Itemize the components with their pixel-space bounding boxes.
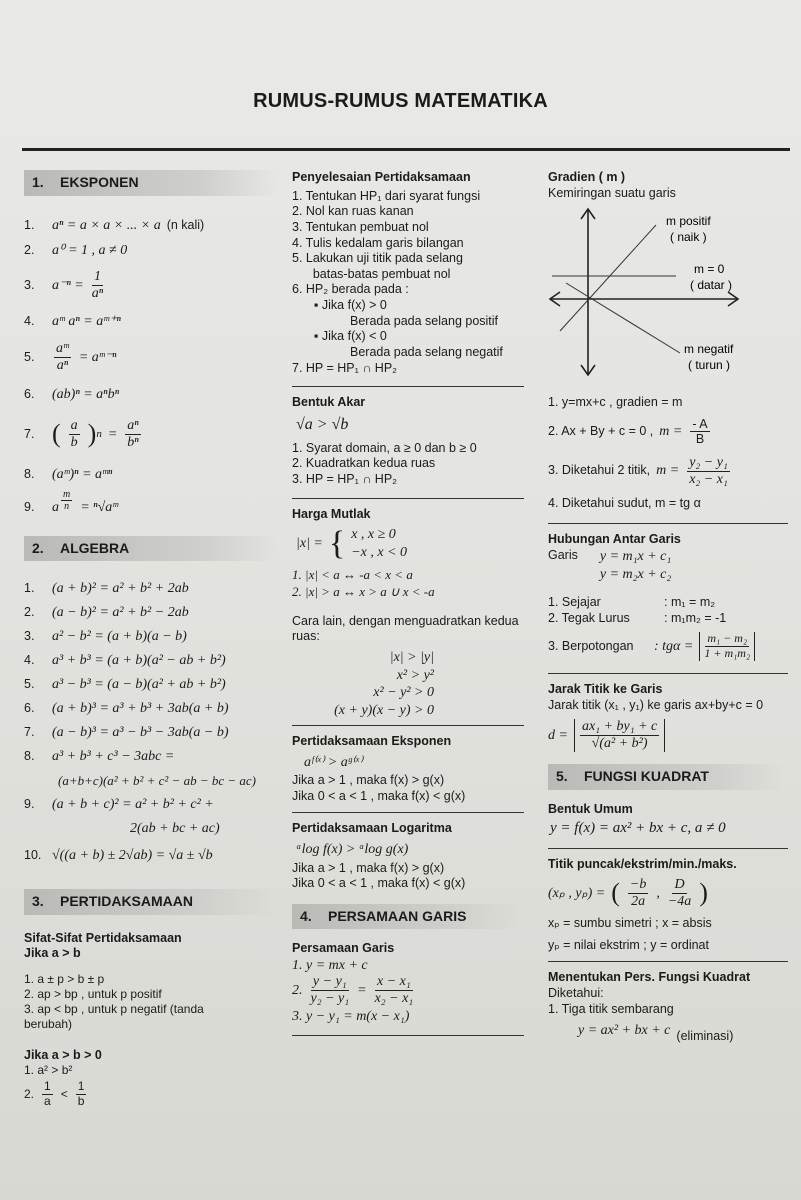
algebra-item xyxy=(24,697,274,721)
denominator: bⁿ xyxy=(127,435,139,450)
step: 1. Tentukan HP₁ dari syarat fungsi xyxy=(292,188,481,203)
section-header-eksponen xyxy=(24,170,278,196)
eksponen-item xyxy=(24,308,274,336)
formula: a³ + b³ = (a + b)(a² − ab + b²) xyxy=(52,653,226,669)
sifat-item: berubah) xyxy=(24,1016,73,1031)
eksponen-item xyxy=(24,214,274,238)
section-header-persamaan-garis xyxy=(292,904,522,930)
item-number: 2. xyxy=(24,605,35,620)
persamaan-garis-1: 1. y = mx + c xyxy=(292,957,368,973)
positive-slope-line xyxy=(560,225,656,331)
titik-puncak-title: Titik puncak/ekstrim/min./maks. xyxy=(548,857,737,872)
algebra-list xyxy=(24,577,274,871)
gradien-diagram xyxy=(548,203,788,381)
item-number: 8. xyxy=(24,466,35,481)
gradien-rule-3 xyxy=(548,455,788,488)
label-zero: m = 0 xyxy=(694,262,725,277)
condition-2-item xyxy=(24,1080,274,1109)
equals-sign: = xyxy=(107,426,118,442)
formula: |x| > |y| xyxy=(389,650,434,665)
eksponen-item xyxy=(24,264,274,308)
section-title: PERTIDAKSAMAAN xyxy=(60,893,193,909)
item-number: 9. xyxy=(24,499,35,514)
label-positive-note: ( naik ) xyxy=(670,230,707,245)
algebra-item xyxy=(24,625,274,649)
item-number: 9. xyxy=(24,797,35,812)
case-berpotongan xyxy=(548,632,788,661)
formula: 2(ab + bc + ac) xyxy=(130,821,220,837)
fraction xyxy=(54,341,71,374)
formula: x² − y² > 0 xyxy=(373,685,434,700)
hubungan-title: Hubungan Antar Garis xyxy=(548,532,681,547)
menentukan-subtitle: Diketahui: xyxy=(548,985,604,1000)
formula: a⁰ = 1 , a ≠ 0 xyxy=(52,242,128,258)
numerator: a xyxy=(69,418,80,435)
formula: (aᵐ)ⁿ = aᵐⁿ xyxy=(52,466,113,482)
menentukan-item: 1. Tiga titik sembarang xyxy=(548,1001,674,1016)
penyelesaian-steps xyxy=(292,189,524,377)
formula-rhs: = aᵐ⁻ⁿ xyxy=(78,349,117,365)
numerator: ax₁ + by₁ + c xyxy=(580,719,659,736)
divider xyxy=(292,498,524,499)
sifat-title: Sifat-Sifat Pertidaksamaan xyxy=(24,930,182,945)
section-number: 2. xyxy=(32,539,44,556)
item-number: 3. xyxy=(24,277,35,292)
bentuk-umum-formula: y = f(x) = ax² + bx + c, a ≠ 0 xyxy=(550,820,726,837)
formula-lhs: d = xyxy=(548,728,568,743)
item-number: 7. xyxy=(24,426,35,441)
bullet-item: ▪ Jika f(x) > 0 xyxy=(314,298,387,312)
item-number: 4. xyxy=(24,313,35,328)
eksponen-item xyxy=(24,238,274,264)
formula-base: a xyxy=(52,499,59,515)
formula: (a − b)³ = a³ − b³ − 3ab(a − b) xyxy=(52,725,229,741)
formula: aᵐ aⁿ = aᵐ⁺ⁿ xyxy=(52,313,121,329)
case: −x , x < 0 xyxy=(351,544,408,560)
bullet-detail: Berada pada selang positif xyxy=(350,313,499,328)
formula: (a + b)³ = a³ + b³ + 3ab(a + b) xyxy=(52,701,229,717)
sifat-condition: Jika a > b xyxy=(24,946,81,961)
section-number: 5. xyxy=(556,768,568,785)
formula-lhs: (xₚ , yₚ) = xyxy=(548,885,606,901)
label-negative-note: ( turun ) xyxy=(688,358,731,373)
divider xyxy=(292,725,524,726)
pertidaksamaan-logaritma-title: Pertidaksamaan Logaritma xyxy=(292,821,452,836)
fraction xyxy=(76,1080,87,1109)
denominator: B xyxy=(695,432,705,447)
pertidaksamaan-eksponen-formula: aᶠ⁽ˣ⁾ > aᵍ⁽ˣ⁾ xyxy=(304,754,363,770)
yp-definition: yₚ = nilai ekstrim ; y = ordinat xyxy=(548,937,709,952)
item-number: 2. xyxy=(24,242,35,257)
item-number: 1. xyxy=(24,217,35,232)
formula-lhs: a⁻ⁿ = xyxy=(52,277,84,293)
formula: (a + b)² = a² + b² + 2ab xyxy=(52,581,189,597)
item-number: 8. xyxy=(24,749,35,764)
fraction xyxy=(42,1080,53,1109)
algebra-item xyxy=(24,721,274,745)
section-header-fungsi-kuadrat xyxy=(548,764,786,790)
negative-slope-line xyxy=(566,283,680,353)
denominator: x₂ − x₁ xyxy=(689,471,728,487)
hubungan-lines xyxy=(548,548,788,583)
fraction xyxy=(69,418,80,451)
algebra-item xyxy=(24,841,274,871)
algebra-item xyxy=(24,649,274,673)
section-header-pertidaksamaan xyxy=(24,889,278,915)
gradien-title: Gradien ( m ) xyxy=(548,170,626,184)
line-equation: y = m₂x + c₂ xyxy=(599,566,672,582)
step: 7. HP = HP₁ ∩ HP₂ xyxy=(292,360,398,375)
bentuk-umum-title: Bentuk Umum xyxy=(548,801,633,816)
harga-mutlak-title: Harga Mutlak xyxy=(292,506,371,521)
eksponen-item xyxy=(24,336,274,380)
pertidaksamaan-eksponen-title: Pertidaksamaan Eksponen xyxy=(292,734,452,748)
case: x , x ≥ 0 xyxy=(351,527,396,543)
bullet-detail: Berada pada selang negatif xyxy=(350,344,503,359)
denominator: √(a² + b²) xyxy=(591,736,648,752)
titik-puncak-formula: (xₚ , yₚ) = ( $\frac{-b}{2a}$ , $\frac{D}{-4a}$ ) xyxy=(548,876,708,909)
case-formula: : m₁ = m₂ xyxy=(664,595,716,610)
algebra-item xyxy=(24,577,274,601)
numerator: 1 xyxy=(92,269,103,286)
algebra-item xyxy=(24,601,274,625)
numerator: - A xyxy=(692,416,708,431)
numerator: y₂ − y₁ xyxy=(687,455,730,472)
numerator: aⁿ xyxy=(125,418,140,435)
denominator: 2a xyxy=(631,893,646,909)
algebra-item xyxy=(24,817,274,841)
denominator: x₂ − x₁ xyxy=(374,991,414,1007)
fraction xyxy=(704,632,750,661)
numerator: m₁ − m₂ xyxy=(707,631,748,646)
item-number: 10. xyxy=(24,848,42,863)
case-tegak-lurus xyxy=(548,611,788,627)
sifat-item: 2. ap > bp , untuk p positif xyxy=(24,986,162,1001)
fraction xyxy=(375,974,414,1007)
formula: (a − b)² = a² + b² − 2ab xyxy=(52,605,189,621)
garis-label: Garis xyxy=(548,548,578,563)
formula: a² − b² = (a + b)(a − b) xyxy=(52,629,187,645)
bentuk-akar-formula: √a > √b xyxy=(296,415,349,433)
fraction xyxy=(687,455,730,488)
formula-rhs: = ⁿ√aᵐ xyxy=(80,499,119,515)
item-number: 1. xyxy=(24,581,35,596)
numerator: −b xyxy=(628,877,648,894)
numerator: 1 xyxy=(44,1079,51,1094)
item-number: 6. xyxy=(24,386,35,401)
rule-text: 3. Diketahui 2 titik, xyxy=(548,463,651,478)
formula: (x + y)(x − y) > 0 xyxy=(334,702,434,718)
denominator: 1 + m₁m₂ xyxy=(704,646,751,661)
formula-lhs: m = xyxy=(656,463,680,479)
harga-mutlak-rule: 1. |x| < a ↔ -a < x < a xyxy=(292,567,413,583)
denominator: aⁿ xyxy=(91,286,104,301)
sifat-list xyxy=(24,972,274,1032)
formula-note: (eliminasi) xyxy=(676,1029,734,1044)
numerator: x − x₁ xyxy=(375,974,413,991)
formula-lhs: |x| = xyxy=(296,536,323,551)
fraction xyxy=(311,974,350,1007)
sifat-block xyxy=(24,931,274,1109)
section-title: PERSAMAAN GARIS xyxy=(328,907,467,924)
denominator: n xyxy=(64,501,70,512)
title-divider xyxy=(22,148,790,151)
condition: Jika a > 1 , maka f(x) > g(x) xyxy=(292,860,445,875)
jarak-formula xyxy=(548,719,788,752)
item-number: 3. xyxy=(24,629,35,644)
condition: Jika 0 < a < 1 , maka f(x) < g(x) xyxy=(292,876,466,891)
section-header-algebra xyxy=(24,536,278,562)
denominator: aⁿ xyxy=(56,358,69,373)
persamaan-garis-3: 3. y − y₁ = m(x − x₁) xyxy=(292,1008,410,1024)
operator: < xyxy=(60,1087,68,1102)
denominator: a xyxy=(44,1094,51,1109)
case-sejajar xyxy=(548,595,788,611)
jarak-subtitle: Jarak titik (x₁ , y₁) ke garis ax+by+c = 0 xyxy=(548,697,764,712)
column-right xyxy=(548,170,788,1045)
formula-note: (n kali) xyxy=(166,217,205,232)
numerator: m xyxy=(63,488,71,500)
gradien-rule-1: 1. y=mx+c , gradien = m xyxy=(548,395,683,410)
denominator: −4a xyxy=(667,893,692,909)
divider xyxy=(548,848,788,849)
section-number: 3. xyxy=(32,893,44,909)
persamaan-garis-2: 2. $\frac{\text{y − y₁}}{\text{y₂ − y₁}}$ = $\frac{\text{x − x₁}}{\text{x₂ − x₁}}$ xyxy=(292,974,414,1007)
step: 3. Tentukan pembuat nol xyxy=(292,219,429,234)
step: 1. Syarat domain, a ≥ 0 dan b ≥ 0 xyxy=(292,440,477,455)
xp-definition: xₚ = sumbu simetri ; x = absis xyxy=(548,916,712,931)
formula: (a + b + c)² = a² + b² + c² + xyxy=(52,797,214,813)
cara-lain-text: Cara lain, dengan menguadratkan kedua ruas: xyxy=(292,613,519,644)
gradien-subtitle: Kemiringan suatu garis xyxy=(548,185,676,200)
gradien-rule-2 xyxy=(548,417,788,447)
case-label: 1. Sejajar xyxy=(548,595,601,610)
numerator: aᵐ xyxy=(54,341,71,358)
item-number: 6. xyxy=(24,701,35,716)
divider xyxy=(292,386,524,387)
formula: a³ − b³ = (a − b)(a² + ab + b²) xyxy=(52,677,226,693)
exponent: n xyxy=(96,427,102,440)
hubungan-cases xyxy=(548,595,788,661)
item-number: 2. xyxy=(292,983,303,999)
case-formula: : tgα = xyxy=(654,638,694,654)
denominator: b xyxy=(70,435,78,450)
numerator: D xyxy=(672,877,686,894)
formula: a³ + b³ + c³ − 3abc = xyxy=(52,749,175,765)
formula: (a+b+c)(a² + b² + c² − ab − bc − ac) xyxy=(58,772,256,788)
item-number: 4. xyxy=(24,653,35,668)
fraction xyxy=(92,269,103,302)
divider xyxy=(292,812,524,813)
fraction-exponent xyxy=(61,489,72,513)
fraction xyxy=(690,417,709,447)
condition: Jika a > 1 , maka f(x) > g(x) xyxy=(292,773,445,788)
formula: √((a + b) ± 2√ab) = √a ± √b xyxy=(52,848,213,864)
bentuk-akar-steps xyxy=(292,441,524,488)
item-number: 7. xyxy=(24,725,35,740)
case-label: 3. Berpotongan xyxy=(548,638,634,653)
eksponen-item xyxy=(24,380,274,410)
formula: y = ax² + bx + c xyxy=(578,1023,671,1039)
fraction xyxy=(668,877,691,910)
eksponen-item: 7. ( $\frac{a}{b}$ ) n = $\frac{\text{aⁿ}}{\text{bⁿ}}$ xyxy=(24,417,139,450)
section-number: 1. xyxy=(32,174,44,190)
formula: (ab)ⁿ = aⁿbⁿ xyxy=(52,386,119,402)
step: 6. HP₂ berada pada : xyxy=(292,282,409,297)
sifat-item: 1. a ± p > b ± p xyxy=(24,971,105,986)
cara-lain-derivation xyxy=(292,649,524,719)
sifat-item: 3. ap < bp , untuk p negatif (tanda xyxy=(24,1001,204,1016)
menentukan-title: Menentukan Pers. Fungsi Kuadrat xyxy=(548,970,751,985)
formula: aⁿ = a × a × ... × a xyxy=(52,217,161,233)
penyelesaian-title: Penyelesaian Pertidaksamaan xyxy=(292,170,471,184)
pertidaksamaan-logaritma-formula: ᵃlog f(x) > ᵃlog g(x) xyxy=(296,842,409,857)
menentukan-formula xyxy=(578,1017,788,1045)
condition: Jika 0 < a < 1 , maka f(x) < g(x) xyxy=(292,788,466,803)
section-title: FUNGSI KUADRAT xyxy=(584,768,709,785)
gradien-rule-4: 4. Diketahui sudut, m = tg α xyxy=(548,495,701,510)
section-number: 4. xyxy=(300,907,312,924)
jarak-title: Jarak Titik ke Garis xyxy=(548,681,663,696)
persamaan-garis-title: Persamaan Garis xyxy=(292,941,395,956)
eksponen-item xyxy=(24,490,274,526)
numerator: 1 xyxy=(77,1079,85,1094)
algebra-item xyxy=(24,769,274,793)
section-title: ALGEBRA xyxy=(60,539,130,556)
rule-text: 2. Ax + By + c = 0 , xyxy=(548,423,654,438)
divider xyxy=(548,673,788,674)
case-formula: : m₁m₂ = -1 xyxy=(664,610,727,625)
label-positive: m positif xyxy=(666,214,711,229)
label-zero-note: ( datar ) xyxy=(690,278,733,293)
divider xyxy=(292,1035,524,1036)
step: 5. Lakukan uji titik pada selang xyxy=(292,251,463,266)
condition-2: Jika a > b > 0 xyxy=(24,1047,102,1062)
denominator: y₂ − y₁ xyxy=(310,991,350,1007)
column-middle xyxy=(292,170,524,1044)
item-number: 5. xyxy=(24,349,35,364)
formula: x² > y² xyxy=(396,667,434,683)
eksponen-item xyxy=(24,460,274,490)
step: 3. HP = HP₁ ∩ HP₂ xyxy=(292,472,398,486)
harga-mutlak-definition: |x| = { x , x ≥ 0 −x , x < 0 xyxy=(296,524,408,562)
section-title: EKSPONEN xyxy=(60,174,139,190)
divider xyxy=(548,523,788,524)
formula-lhs: m = xyxy=(659,424,683,439)
condition-2-item: 1. a² > b² xyxy=(24,1063,73,1078)
fraction xyxy=(125,418,140,451)
line-equation: y = m₁x + c₁ xyxy=(599,549,672,565)
label-negative: m negatif xyxy=(684,342,734,357)
item-number: 5. xyxy=(24,677,35,692)
divider xyxy=(548,961,788,962)
column-left xyxy=(24,170,274,1109)
fraction xyxy=(628,877,648,910)
numerator: y − y₁ xyxy=(311,974,349,991)
document-title: RUMUS-RUMUS MATEMATIKA xyxy=(253,90,548,112)
denominator: b xyxy=(77,1094,85,1109)
algebra-item xyxy=(24,673,274,697)
step: 2. Kuadratkan kedua ruas xyxy=(292,456,436,471)
algebra-item xyxy=(24,745,274,769)
bullet-item: ▪ Jika f(x) < 0 xyxy=(314,329,387,344)
fraction xyxy=(580,719,659,752)
bentuk-akar-title: Bentuk Akar xyxy=(292,395,366,410)
step: batas-batas pembuat nol xyxy=(292,266,451,281)
harga-mutlak-rule: 2. |x| > a ↔ x > a ∪ x < -a xyxy=(292,583,435,599)
case-label: 2. Tegak Lurus xyxy=(548,610,630,625)
eksponen-list xyxy=(24,214,274,526)
step: 2. Nol kan ruas kanan xyxy=(292,204,414,219)
algebra-item xyxy=(24,793,274,817)
step: 4. Tulis kedalam garis bilangan xyxy=(292,235,464,250)
item-number: 2. xyxy=(24,1087,35,1102)
